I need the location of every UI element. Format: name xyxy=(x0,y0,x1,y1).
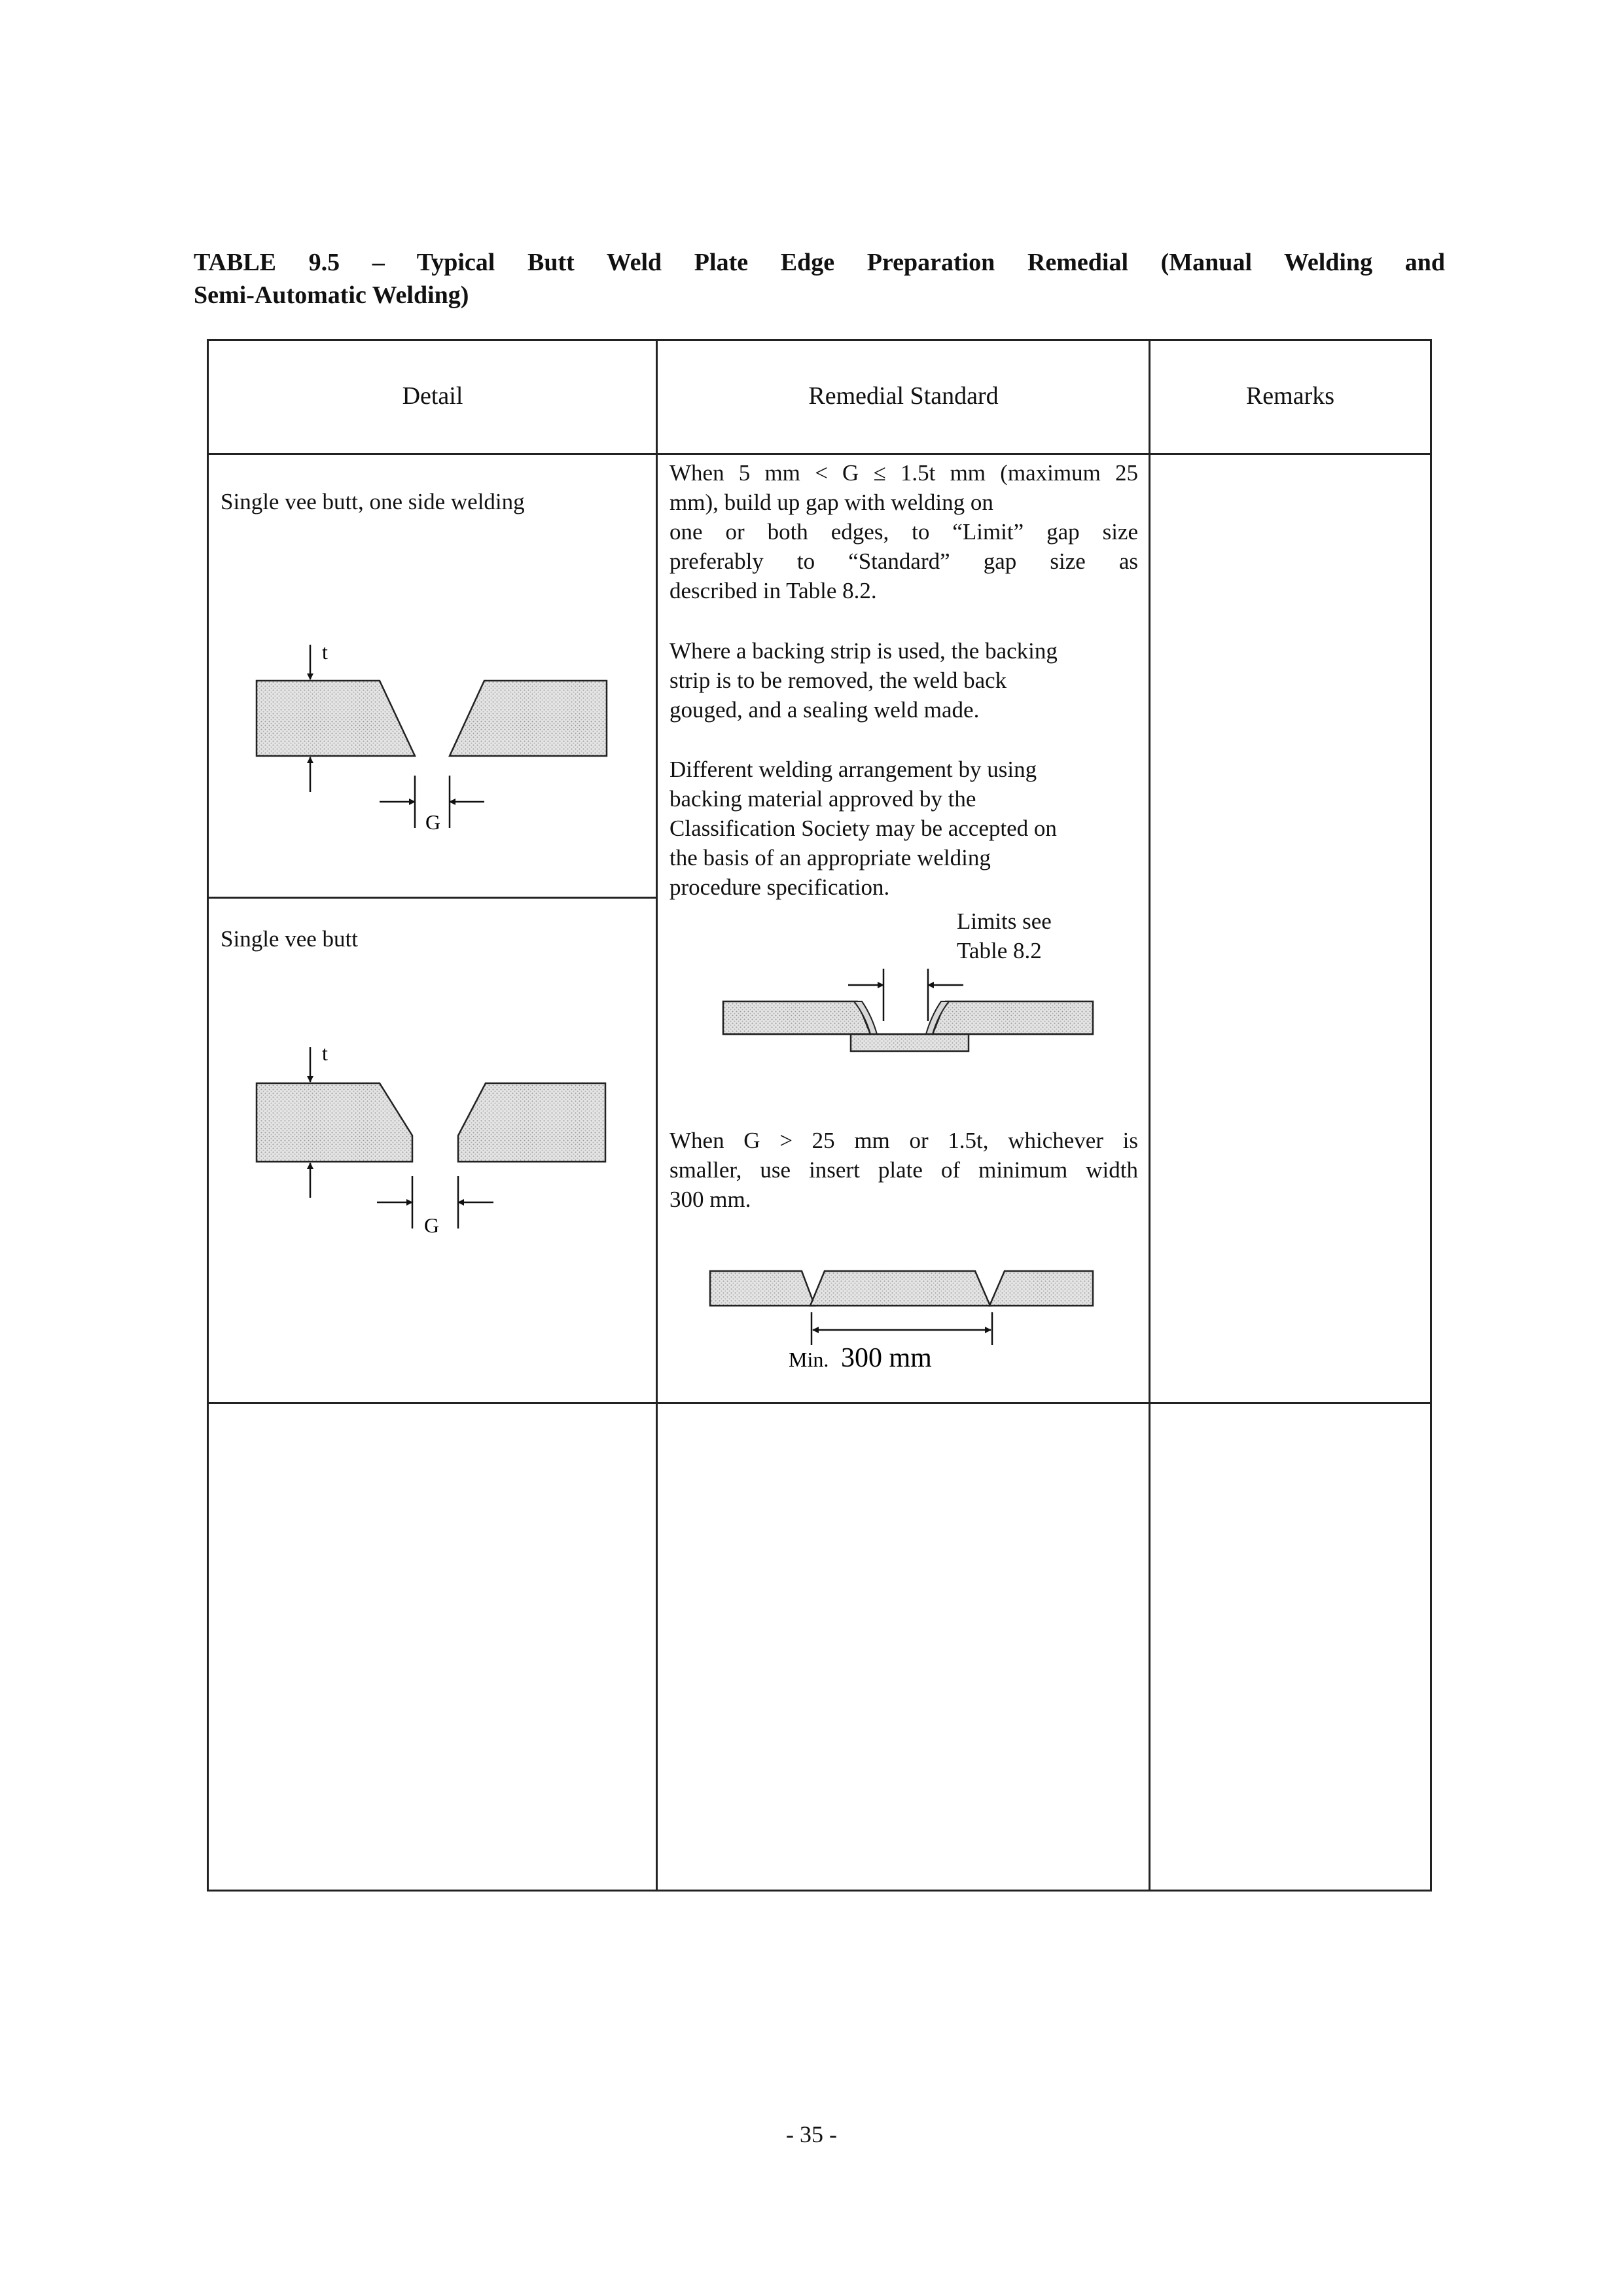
remedial-p2-line: strip is to be removed, the weld back xyxy=(669,668,1007,693)
insert-plate-diagram xyxy=(707,1257,1099,1374)
header-remedial-standard: Remedial Standard xyxy=(808,382,999,410)
remedial-p3-line: the basis of an appropriate welding xyxy=(669,845,991,870)
thickness-label: t xyxy=(322,1041,328,1065)
remarks-cell xyxy=(1150,454,1430,1401)
remedial-paragraph-2 xyxy=(669,636,1138,725)
remedial-paragraph-3 xyxy=(669,755,1138,902)
limits-line-2: Table 8.2 xyxy=(957,938,1042,963)
remedial-paragraph-4 xyxy=(669,1126,1138,1214)
gap-label: G xyxy=(425,810,441,834)
remedial-p1-line: preferably to “Standard” gap size as xyxy=(669,548,1138,574)
remedial-p1-line: When 5 mm < G ≤ 1.5t mm (maximum 25 xyxy=(669,460,1138,486)
title-line-2: Semi-Automatic Welding) xyxy=(194,281,469,309)
page-number: - 35 - xyxy=(786,2121,837,2147)
remedial-paragraph-1 xyxy=(669,458,1138,605)
remedial-p4-line: 300 mm. xyxy=(669,1187,751,1212)
remedial-p3-line: procedure specification. xyxy=(669,874,890,900)
remedial-p3-line: backing material approved by the xyxy=(669,786,976,812)
thickness-label: t xyxy=(322,640,328,664)
remedial-p2-line: gouged, and a sealing weld made. xyxy=(669,697,980,723)
remedial-p3-line: Different welding arrangement by using xyxy=(669,757,1037,782)
detail-label-one-side: Single vee butt, one side welding xyxy=(221,489,525,514)
header-remarks: Remarks xyxy=(1245,382,1335,410)
remedial-p1-line: mm), build up gap with welding on xyxy=(669,490,993,515)
header-detail: Detail xyxy=(402,382,463,410)
single-vee-one-side-diagram xyxy=(249,638,615,834)
remedial-p2-line: Where a backing strip is used, the backing xyxy=(669,638,1058,664)
single-vee-diagram xyxy=(249,1037,615,1240)
min-width-value: 300 mm xyxy=(841,1343,932,1373)
remedial-p1-line: one or both edges, to “Limit” gap size xyxy=(669,519,1138,545)
backing-strip-diagram xyxy=(720,956,1099,1060)
limits-line-1: Limits see xyxy=(957,908,1052,934)
remedial-p3-line: Classification Society may be accepted on xyxy=(669,816,1057,841)
remedial-p4-line: smaller, use insert plate of minimum width xyxy=(669,1157,1138,1183)
min-label: Min. xyxy=(789,1348,829,1371)
detail-label-single-vee: Single vee butt xyxy=(221,926,358,952)
remedial-p1-line: described in Table 8.2. xyxy=(669,578,877,603)
title-line-1: TABLE 9.5 – Typical Butt Weld Plate Edge Preparation Remedial (Manual Welding and xyxy=(194,249,1445,276)
table-title xyxy=(194,246,1445,312)
gap-label: G xyxy=(424,1213,440,1237)
remedial-p4-line: When G > 25 mm or 1.5t, whichever is xyxy=(669,1128,1138,1153)
